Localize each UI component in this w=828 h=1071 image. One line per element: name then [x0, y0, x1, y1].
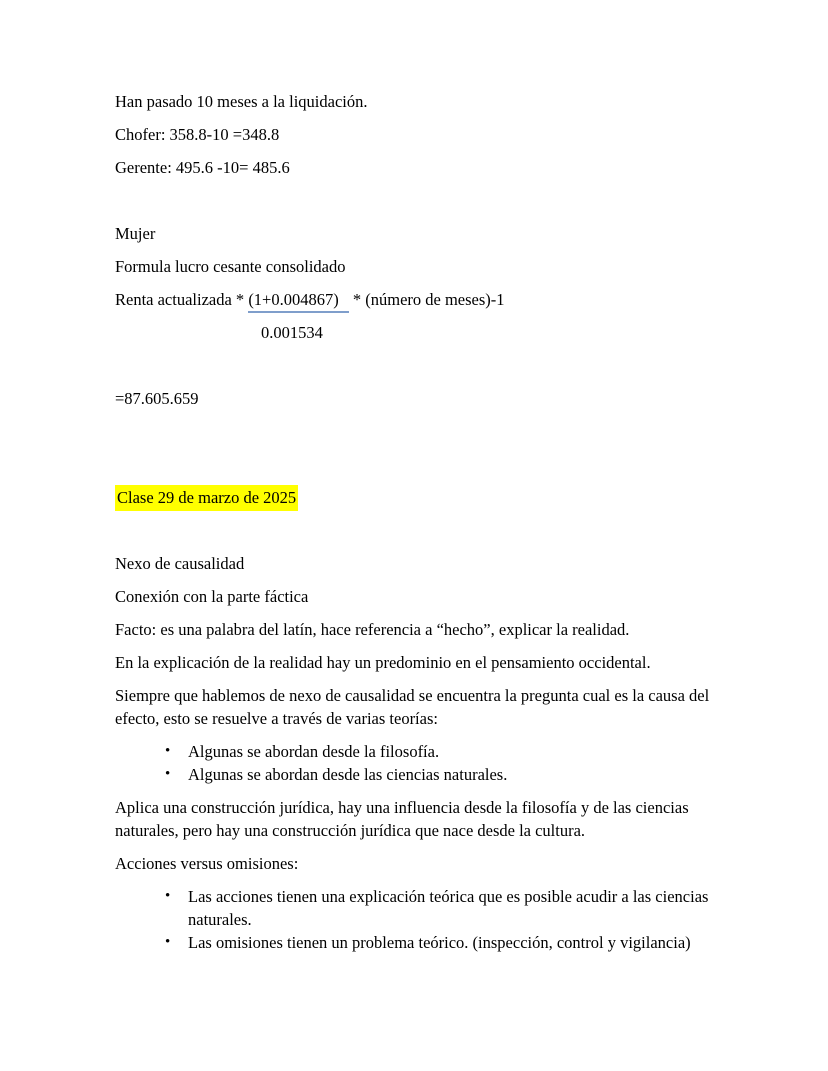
class-date-heading — [115, 486, 715, 509]
formula-denominator: 0.001534 — [261, 323, 323, 342]
highlighted-class-date: Clase 29 de marzo de 2025 — [115, 485, 298, 511]
teorias-bullet-list — [115, 740, 715, 786]
bullet-item-text: Algunas se abordan desde la filosofía. — [188, 742, 440, 761]
explicacion-line: En la explicación de la realidad hay un predominio en el pensamiento occidental. — [115, 653, 651, 672]
bullet-item-text: Algunas se abordan desde las ciencias naturales. — [188, 765, 508, 784]
mujer-heading: Mujer — [115, 224, 156, 243]
chofer-calculation: Chofer: 358.8-10 =348.8 — [115, 125, 280, 144]
list-item — [165, 885, 715, 931]
list-item — [165, 740, 715, 763]
bullet-icon: • — [165, 888, 171, 904]
bullet-icon: • — [165, 743, 171, 759]
list-item — [165, 931, 715, 954]
facto-line: Facto: es una palabra del latín, hace referencia a “hecho”, explicar la realidad. — [115, 620, 630, 639]
gerente-calculation: Gerente: 495.6 -10= 485.6 — [115, 158, 290, 177]
acciones-bullet-list — [115, 885, 715, 954]
list-item — [165, 763, 715, 786]
siempre-paragraph: Siempre que hablemos de nexo de causalidad se encuentra la pregunta cual es la causa del efecto, esto se resuelve a través de varias teorías: — [115, 686, 710, 728]
formula-prefix: Renta actualizada * — [115, 290, 249, 309]
result-line: =87.605.659 — [115, 389, 199, 408]
aplica-paragraph: Aplica una construcción jurídica, hay una influencia desde la filosofía y de las ciencias naturales, pero hay una construcción jurídica que nace desde la cultura. — [115, 798, 689, 840]
blank-line — [115, 189, 715, 212]
bullet-item-text: Las omisiones tienen un problema teórico. (inspección, control y vigilancia) — [188, 933, 691, 952]
nexo-heading: Nexo de causalidad — [115, 554, 245, 573]
blank-line — [115, 354, 715, 377]
bullet-icon: • — [165, 766, 171, 782]
liquidation-note: Han pasado 10 meses a la liquidación. — [115, 92, 368, 111]
acciones-heading: Acciones versus omisiones: — [115, 854, 299, 873]
blank-line — [115, 519, 715, 542]
formula-title: Formula lucro cesante consolidado — [115, 257, 346, 276]
bullet-icon: • — [165, 934, 171, 950]
blank-line — [115, 453, 715, 476]
formula-suffix: * (número de meses)-1 — [348, 290, 505, 309]
formula-underlined-term: (1+0.004867) — [248, 290, 348, 313]
blank-line — [115, 420, 715, 443]
formula-numerator-line — [115, 288, 715, 311]
bullet-item-text: Las acciones tienen una explicación teórica que es posible acudir a las ciencias naturales. — [188, 887, 709, 929]
conexion-line: Conexión con la parte fáctica — [115, 587, 309, 606]
